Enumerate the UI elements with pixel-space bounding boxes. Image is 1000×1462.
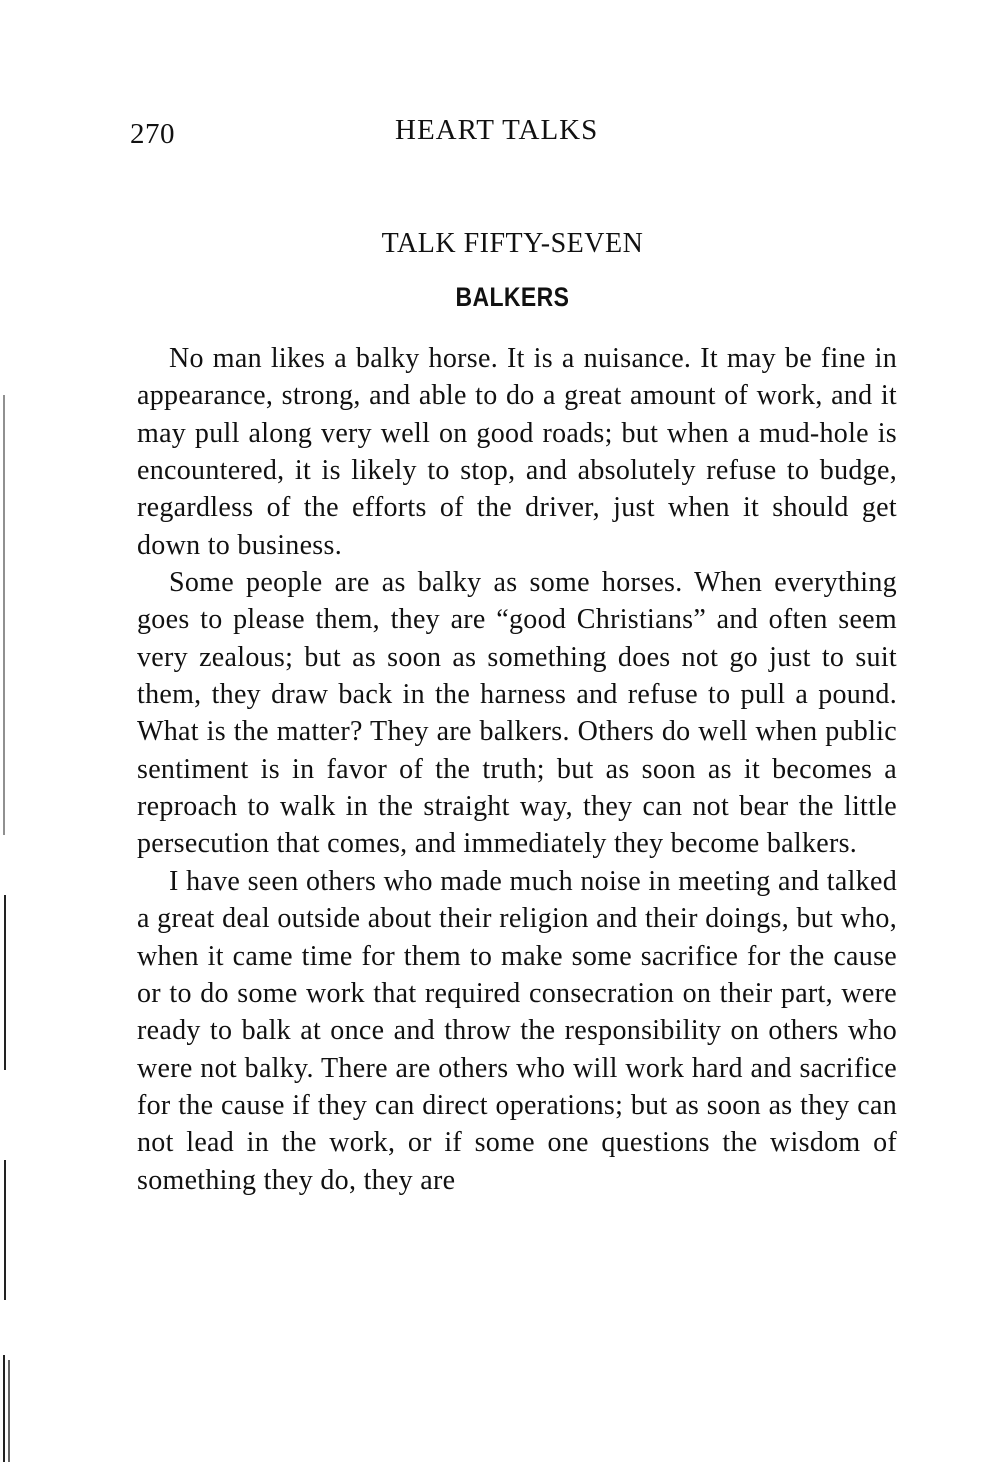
scan-edge-mark xyxy=(4,895,6,1070)
running-head: HEART TALKS xyxy=(395,114,599,146)
scan-edge-mark xyxy=(3,1355,5,1462)
scan-edge-mark xyxy=(4,1160,6,1300)
scan-edge-mark xyxy=(8,1360,10,1462)
scan-edge-mark xyxy=(3,395,5,835)
paragraph-2: Some people are as balky as some horses. When everything goes to please them, they are “good Christians” and often seem very zealous; but as soon as something does not go just to suit them, they draw back in the harness and refuse to pull a pound. What is the matter? They are balkers. Others do well when public sentiment is in favor of the truth; but as soon as it becomes a reproach to walk in the straight way, they can not bear the little persecution that comes, and immediately they become balkers. xyxy=(137,567,897,860)
body-text xyxy=(137,340,897,1199)
page-number: 270 xyxy=(130,118,175,150)
paragraph-1: No man likes a balky horse. It is a nuisance. It may be fine in appearance, strong, and able to do a great amount of work, and it may pull along very well on good roads; but when a mud-hole is encountered, it is likely to stop, and absolutely refuse to budge, regardless of the efforts of the driver, just when it should get down to business. xyxy=(137,343,897,561)
paragraph-3: I have seen others who made much noise in meeting and talked a great deal outside about their religion and their doings, but who, when it came time for them to make some sacrifice for the cause or to do some work that required consecration on their part, were ready to balk at once and throw the responsibility on others who were not balky. There are others who will work hard and sacrifice for the cause if they can direct operations; but as soon as they can not lead in the work, or if some one questions the wisdom of something they do, they are xyxy=(137,865,897,1196)
chapter-heading: TALK FIFTY-SEVEN xyxy=(381,228,644,259)
chapter-title: BALKERS xyxy=(455,282,570,312)
